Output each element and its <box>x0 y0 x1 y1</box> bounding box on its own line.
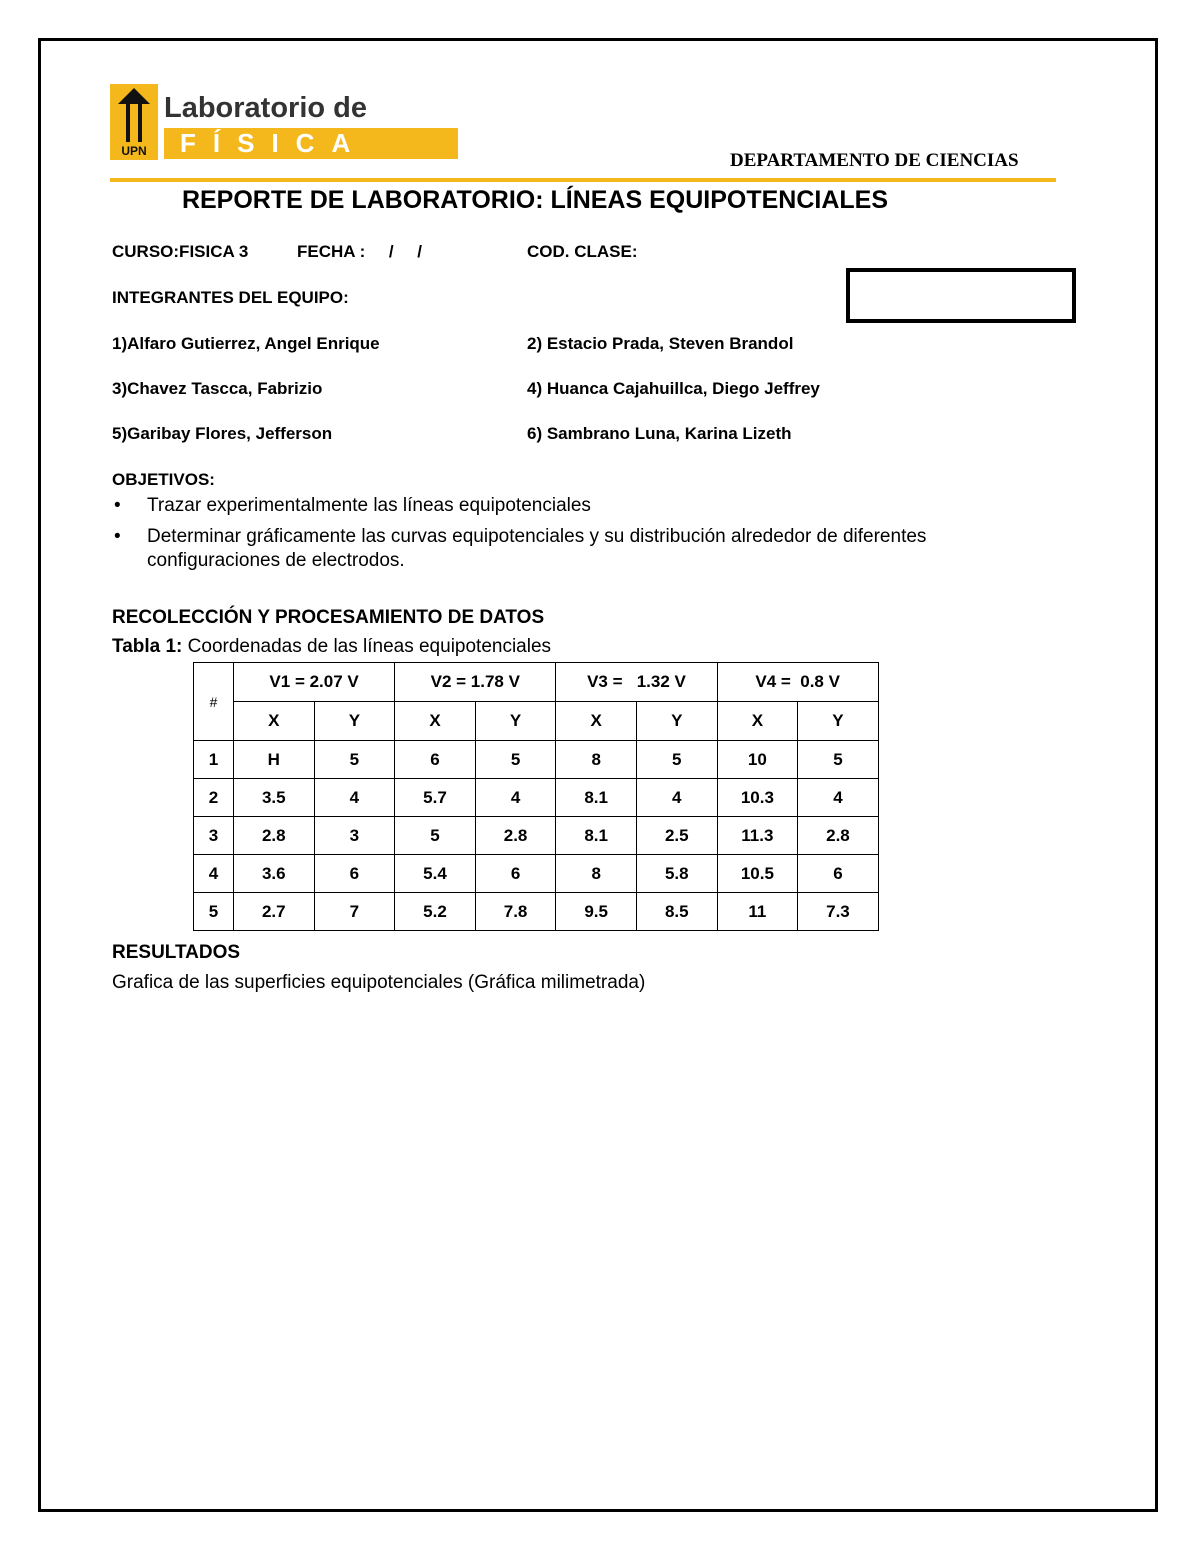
team-member: 2) Estacio Prada, Steven Brandol <box>527 334 794 353</box>
table-cell: 10 <box>717 741 798 779</box>
table-subheader: Y <box>475 702 556 741</box>
class-code-label: COD. CLASE: <box>527 242 638 261</box>
table-cell: 5.2 <box>395 893 476 931</box>
table-cell: 5 <box>194 893 234 931</box>
table-subheader: X <box>717 702 798 741</box>
table-cell: 6 <box>314 855 395 893</box>
coordinates-table <box>193 662 879 931</box>
table-subheader: Y <box>798 702 879 741</box>
table-cell: H <box>234 741 315 779</box>
table-cell: 3 <box>194 817 234 855</box>
table-cell: 5.8 <box>636 855 717 893</box>
table-cell: 2.7 <box>234 893 315 931</box>
table-caption-label: Tabla 1: <box>112 636 183 657</box>
objectives-list <box>112 494 1052 580</box>
table-cell: 1 <box>194 741 234 779</box>
table-cell: 8 <box>556 741 637 779</box>
table-cell: 4 <box>636 779 717 817</box>
table-cell: 3 <box>314 817 395 855</box>
table-cell: 7 <box>314 893 395 931</box>
table-cell: 11.3 <box>717 817 798 855</box>
department-label: DEPARTAMENTO DE CIENCIAS <box>730 150 1019 171</box>
results-heading: RESULTADOS <box>112 942 241 963</box>
table-cell: 4 <box>194 855 234 893</box>
table-caption <box>112 636 551 658</box>
table-cell: 7.3 <box>798 893 879 931</box>
results-text: Grafica de las superficies equipotenciales (Gráfica milimetrada) <box>112 972 646 993</box>
table-header-group: V2 = 1.78 V <box>395 663 556 702</box>
objective-text: Trazar experimentalmente las líneas equipotenciales <box>147 495 591 516</box>
logo-text-laboratorio: Laboratorio de <box>164 92 368 124</box>
table-cell: 8.1 <box>556 779 637 817</box>
table-cell: 5.4 <box>395 855 476 893</box>
team-member: 4) Huanca Cajahuillca, Diego Jeffrey <box>527 379 820 398</box>
table-row <box>194 817 879 855</box>
table-cell: 4 <box>314 779 395 817</box>
date-label: FECHA : / / <box>297 242 422 261</box>
table-cell: 2.8 <box>475 817 556 855</box>
list-item <box>112 494 1052 518</box>
lab-logo <box>110 84 368 160</box>
table-subheader: Y <box>314 702 395 741</box>
table-header-group: V3 = 1.32 V <box>556 663 717 702</box>
table-header-group: V4 = 0.8 V <box>717 663 878 702</box>
table-cell: 3.6 <box>234 855 315 893</box>
table-row <box>194 779 879 817</box>
table-cell: 2.5 <box>636 817 717 855</box>
objective-text: Determinar gráficamente las curvas equipotenciales y su distribución alrededor de diferentes configuraciones de electrodos. <box>147 526 927 571</box>
table-cell: 2.8 <box>234 817 315 855</box>
list-item <box>112 525 1052 573</box>
table-cell: 5 <box>636 741 717 779</box>
table-cell: 3.5 <box>234 779 315 817</box>
table-cell: 5 <box>395 817 476 855</box>
data-section-heading: RECOLECCIÓN Y PROCESAMIENTO DE DATOS <box>112 607 545 628</box>
team-member: 1)Alfaro Gutierrez, Angel Enrique <box>112 334 380 353</box>
team-heading: INTEGRANTES DEL EQUIPO: <box>112 288 349 307</box>
logo-text-fisica: FÍSICA <box>164 128 458 159</box>
class-code-box <box>846 268 1076 323</box>
table-cell: 4 <box>798 779 879 817</box>
table-header-num: # <box>194 663 234 741</box>
table-cell: 5.7 <box>395 779 476 817</box>
course-label: CURSO:FISICA 3 <box>112 242 249 261</box>
table-row <box>194 855 879 893</box>
table-cell: 8.5 <box>636 893 717 931</box>
table-cell: 6 <box>395 741 476 779</box>
table-cell: 5 <box>798 741 879 779</box>
table-subheader: Y <box>636 702 717 741</box>
table-cell: 2.8 <box>798 817 879 855</box>
table-cell: 7.8 <box>475 893 556 931</box>
header-divider <box>110 178 1056 182</box>
table-subheader: X <box>234 702 315 741</box>
table-cell: 5 <box>475 741 556 779</box>
table-subheader: X <box>556 702 637 741</box>
table-row <box>194 741 879 779</box>
table-caption-text: Coordenadas de las líneas equipotenciales <box>182 636 552 657</box>
report-title: REPORTE DE LABORATORIO: LÍNEAS EQUIPOTENCIALES <box>181 186 889 214</box>
table-cell: 2 <box>194 779 234 817</box>
table-cell: 10.5 <box>717 855 798 893</box>
table-cell: 5 <box>314 741 395 779</box>
team-member: 3)Chavez Tascca, Fabrizio <box>112 379 323 398</box>
objectives-heading: OBJETIVOS: <box>112 470 215 489</box>
table-cell: 4 <box>475 779 556 817</box>
team-member: 5)Garibay Flores, Jefferson <box>112 424 333 443</box>
svg-text:UPN: UPN <box>121 144 147 158</box>
table-header-group: V1 = 2.07 V <box>234 663 395 702</box>
table-row <box>194 893 879 931</box>
table-cell: 8.1 <box>556 817 637 855</box>
table-cell: 9.5 <box>556 893 637 931</box>
table-cell: 8 <box>556 855 637 893</box>
table-cell: 6 <box>798 855 879 893</box>
upn-logo-mark <box>110 84 158 160</box>
table-cell: 10.3 <box>717 779 798 817</box>
table-cell: 6 <box>475 855 556 893</box>
arrow-icon <box>110 84 158 160</box>
table-subheader: X <box>395 702 476 741</box>
bullet-icon: • <box>114 495 121 516</box>
table-cell: 11 <box>717 893 798 931</box>
team-member: 6) Sambrano Luna, Karina Lizeth <box>527 424 792 443</box>
bullet-icon: • <box>114 526 121 547</box>
